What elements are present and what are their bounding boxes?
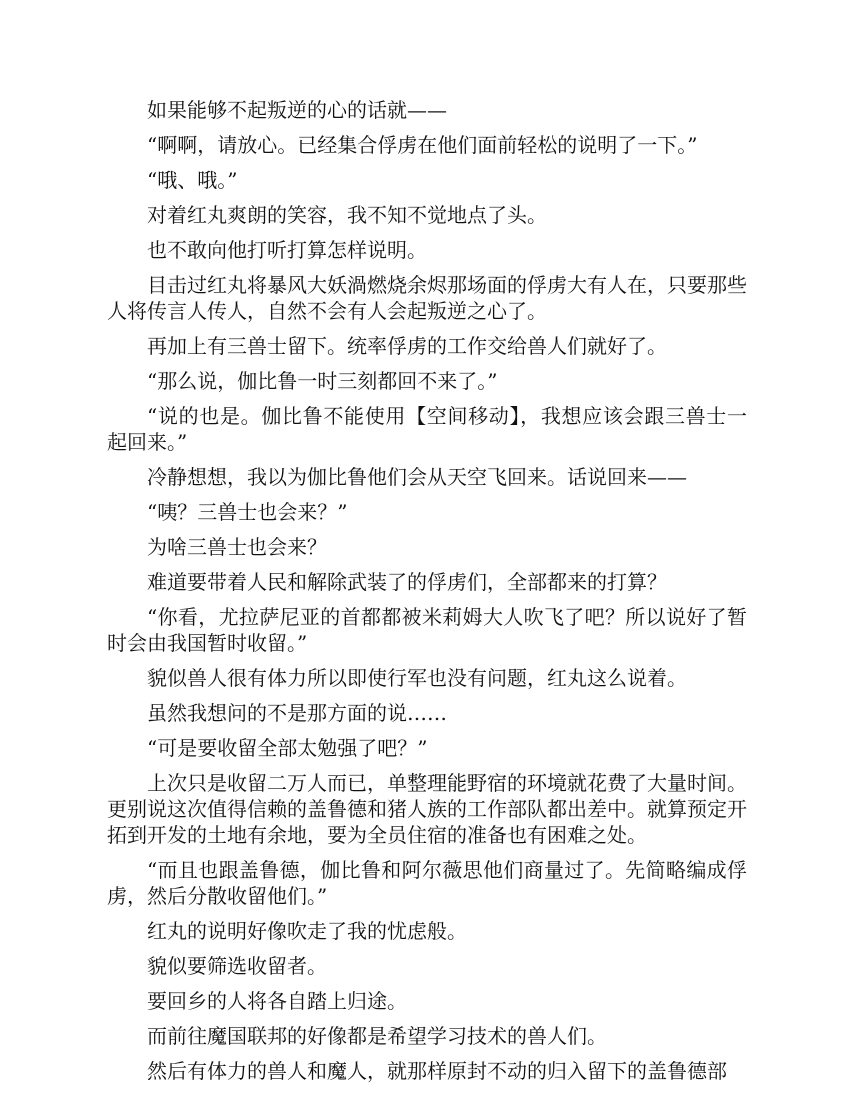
paragraph: 如果能够不起叛逆的心的话就—— xyxy=(147,98,447,122)
paragraph: “而且也跟盖鲁德，伽比鲁和阿尔薇思他们商量过了。先简略编成俘虏，然后分散收留他们。” xyxy=(107,858,747,908)
paragraph: 也不敢向他打听打算怎样说明。 xyxy=(147,238,427,262)
paragraph: 再加上有三兽士留下。统率俘虏的工作交给兽人们就好了。 xyxy=(147,334,667,358)
paragraph: 红丸的说明好像吹走了我的忧虑般。 xyxy=(147,919,467,943)
paragraph: “哦、哦。” xyxy=(147,168,238,192)
paragraph: 貌似兽人很有体力所以即使行军也没有问题，红丸这么说着。 xyxy=(147,666,687,690)
paragraph: “你看，尤拉萨尼亚的首都都被米莉姆大人吹飞了吧？所以说好了暂时会由我国暂时收留。” xyxy=(107,605,747,655)
paragraph: “咦？三兽士也会来？” xyxy=(147,500,348,524)
paragraph: 为啥三兽士也会来？ xyxy=(147,535,327,559)
paragraph: “那么说，伽比鲁一时三刻都回不来了。” xyxy=(147,369,498,393)
paragraph: “啊啊，请放心。已经集合俘虏在他们面前轻松的说明了一下。” xyxy=(147,133,698,157)
paragraph: 而前往魔国联邦的好像都是希望学习技术的兽人们。 xyxy=(147,1024,607,1048)
paragraph: 目击过红丸将暴风大妖渦燃烧余烬那场面的俘虏大有人在，只要那些人将传言人传人，自然不会有人会起叛逆之心了。 xyxy=(107,273,747,323)
paragraph: 要回乡的人将各自踏上归途。 xyxy=(147,989,407,1013)
paragraph: 对着红丸爽朗的笑容，我不知不觉地点了头。 xyxy=(147,203,547,227)
paragraph: 上次只是收留二万人而已，单整理能野宿的环境就花费了大量时间。更别说这次值得信赖的盖鲁德和猪人族的工作部队都出差中。就算预定开拓到开发的土地有余地，要为全员住宿的准备也有困难之处。 xyxy=(107,771,747,847)
paragraph: 难道要带着人民和解除武装了的俘虏们，全部都来的打算？ xyxy=(147,570,667,594)
document-body xyxy=(107,97,747,1093)
paragraph: “说的也是。伽比鲁不能使用【空间移动】，我想应该会跟三兽士一起回来。” xyxy=(107,404,747,454)
paragraph: 貌似要筛选收留者。 xyxy=(147,954,327,978)
paragraph: “可是要收留全部太勉强了吧？” xyxy=(147,736,428,760)
paragraph: 然后有体力的兽人和魔人，就那样原封不动的归入留下的盖鲁德部 xyxy=(147,1059,727,1083)
paragraph: 冷静想想，我以为伽比鲁他们会从天空飞回来。话说回来—— xyxy=(147,465,687,489)
paragraph: 虽然我想问的不是那方面的说…… xyxy=(147,701,447,725)
